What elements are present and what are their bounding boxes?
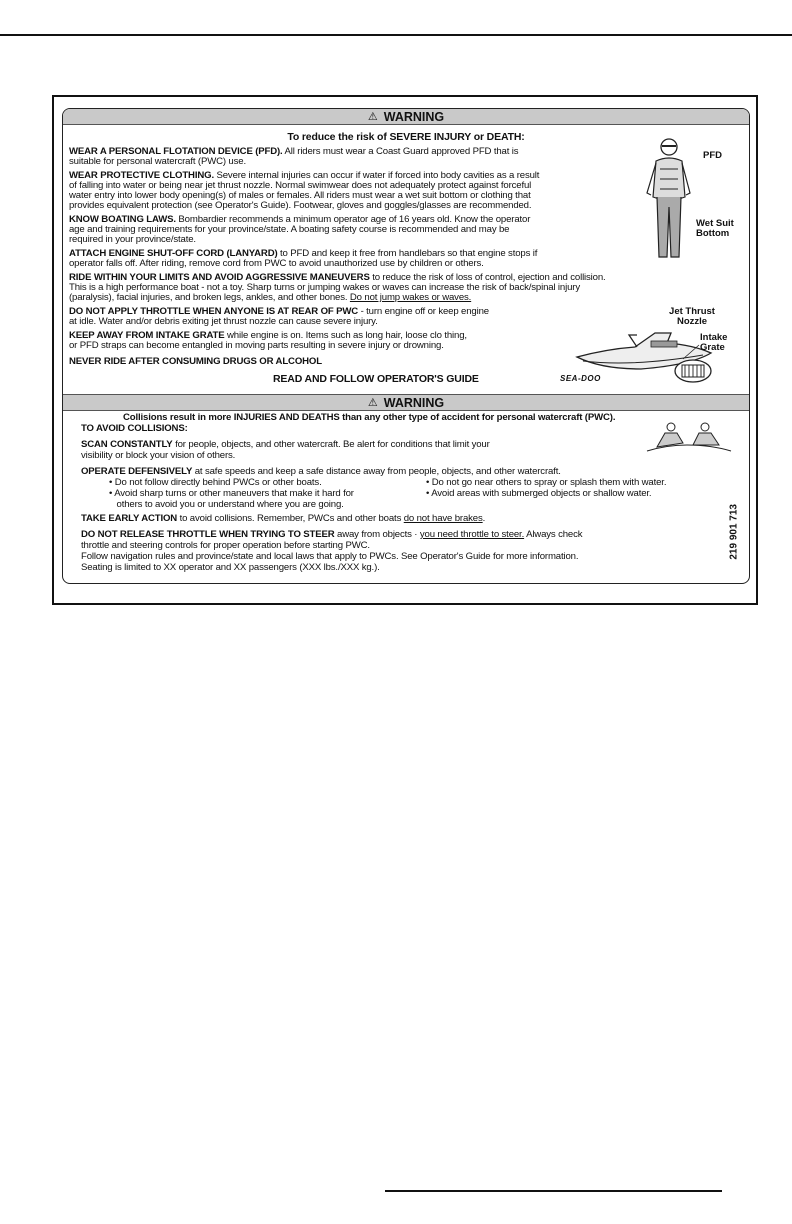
early-action-line: TAKE EARLY ACTION to avoid collisions. Remember, PWCs and other boats do not have brakes.: [81, 513, 486, 524]
warning-line: provides equivalent protection (see Operator's Guide). Footwear, gloves and goggles/glasses are recommended.: [69, 200, 532, 211]
seating-limit-line: Seating is limited to XX operator and XX passengers (XXX lbs./XXX kg.).: [81, 562, 380, 573]
bullet-right-1: • Do not go near others to spray or splash them with water.: [426, 477, 667, 488]
warning-line: RIDE WITHIN YOUR LIMITS AND AVOID AGGRESSIVE MANEUVERS to reduce the risk of loss of control, ejection and collision.: [69, 272, 606, 283]
intake-grate-icon: [673, 358, 713, 384]
bullet-left-3: others to avoid you or understand where you are going.: [109, 499, 344, 510]
warning-line: NEVER RIDE AFTER CONSUMING DRUGS OR ALCOHOL: [69, 356, 322, 367]
release-throttle-line: DO NOT RELEASE THROTTLE WHEN TRYING TO STEER away from objects · you need throttle to steer. Always check: [81, 529, 583, 540]
warning-line: required in your province/state.: [69, 234, 196, 245]
warning-line: This is a high performance boat - not a toy. Sharp turns or jumping wakes or waves can increase the risk of back/spinal injury: [69, 282, 580, 293]
scan-line-2: visibility or block your vision of others.: [81, 450, 236, 461]
warning-line: suitable for personal watercraft (PWC) use.: [69, 156, 246, 167]
warning-triangle-icon: ⚠: [367, 397, 378, 409]
bullet-left-2: • Avoid sharp turns or other maneuvers that make it hard for: [109, 488, 354, 499]
bullet-right-2: • Avoid areas with submerged objects or shallow water.: [426, 488, 652, 499]
warning-line: KEEP AWAY FROM INTAKE GRATE while engine is on. Items such as long hair, loose clo thing,: [69, 330, 467, 341]
warning-line: water entry into lower body opening(s) of males or females. All riders must wear a wet suit bottom or clothing that: [69, 190, 531, 201]
warning-line: of falling into water or being near jet thrust nozzle. Normal swimwear does not adequately protect against forceful: [69, 180, 532, 191]
warning-line: at idle. Water and/or debris exiting jet thrust nozzle can cause severe injury.: [69, 316, 378, 327]
part-number: 219 901 713: [729, 504, 740, 560]
warning-line: operator falls off. After riding, remove cord from PWC to avoid unauthorized use by children or others.: [69, 258, 484, 269]
jet-thrust-label: Jet Thrust Nozzle: [669, 306, 715, 327]
warning-line: ATTACH ENGINE SHUT-OFF CORD (LANYARD) to PFD and keep it free from handlebars so that engine stops if: [69, 248, 538, 259]
navigation-rules-line: Follow navigation rules and province/state and local laws that apply to PWCs. See Operator's Guide for more information.: [81, 551, 579, 562]
warning-label: [62, 108, 750, 584]
avoid-collisions-heading: TO AVOID COLLISIONS:: [81, 423, 188, 434]
warning-triangle-icon: ⚠: [367, 111, 378, 123]
wet-suit-label: Wet Suit Bottom: [696, 218, 734, 239]
bottom-rule: [385, 1190, 722, 1192]
warning-line: or PFD straps can become entangled in moving parts resulting in severe injury or drowning.: [69, 340, 444, 351]
pfd-label: PFD: [703, 150, 722, 161]
warning-line: (paralysis), facial injuries, and broken legs, ankles, and other bones. Do not jump wakes or waves.: [69, 292, 472, 303]
bullet-left-1: • Do not follow directly behind PWCs or other boats.: [109, 477, 322, 488]
warning-header-text: WARNING: [383, 395, 445, 410]
read-guide-line: READ AND FOLLOW OPERATOR'S GUIDE: [273, 373, 479, 385]
warning-header-text: WARNING: [383, 109, 445, 124]
scan-line-1: SCAN CONSTANTLY for people, objects, and other watercraft. Be alert for conditions that limit your: [81, 439, 490, 450]
warning-line: WEAR A PERSONAL FLOTATION DEVICE (PFD). All riders must wear a Coast Guard approved PFD that is: [69, 146, 519, 157]
collision-intro: Collisions result in more INJURIES AND DEATHS than any other type of accident for personal watercraft (PWC).: [123, 412, 616, 423]
warning-header-1: [63, 109, 749, 125]
warning-line: KNOW BOATING LAWS. Bombardier recommends a minimum operator age of 16 years old. Know the operator: [69, 214, 531, 225]
collision-illustration: [643, 417, 735, 461]
operate-line: OPERATE DEFENSIVELY at safe speeds and keep a safe distance away from people, objects, and other watercraft.: [81, 466, 561, 477]
release-throttle-line-2: throttle and steering controls for proper operation before starting PWC.: [81, 540, 370, 551]
warning-line: age and training requirements for your province/state. A boating safety course is recommended and may be: [69, 224, 510, 235]
warning-line: DO NOT APPLY THROTTLE WHEN ANYONE IS AT REAR OF PWC - turn engine off or keep engine: [69, 306, 489, 317]
top-rule: [0, 34, 792, 36]
warning-header-2: [63, 394, 749, 411]
intake-grate-label: Intake Grate: [700, 332, 728, 353]
warning-line: WEAR PROTECTIVE CLOTHING. Severe internal injuries can occur if water if forced into body cavities as a result: [69, 170, 540, 181]
brand-logo: SEA-DOO: [560, 374, 601, 383]
rider-pfd-illustration: [638, 135, 700, 267]
warning-intro: To reduce the risk of SEVERE INJURY or DEATH:: [287, 131, 525, 143]
